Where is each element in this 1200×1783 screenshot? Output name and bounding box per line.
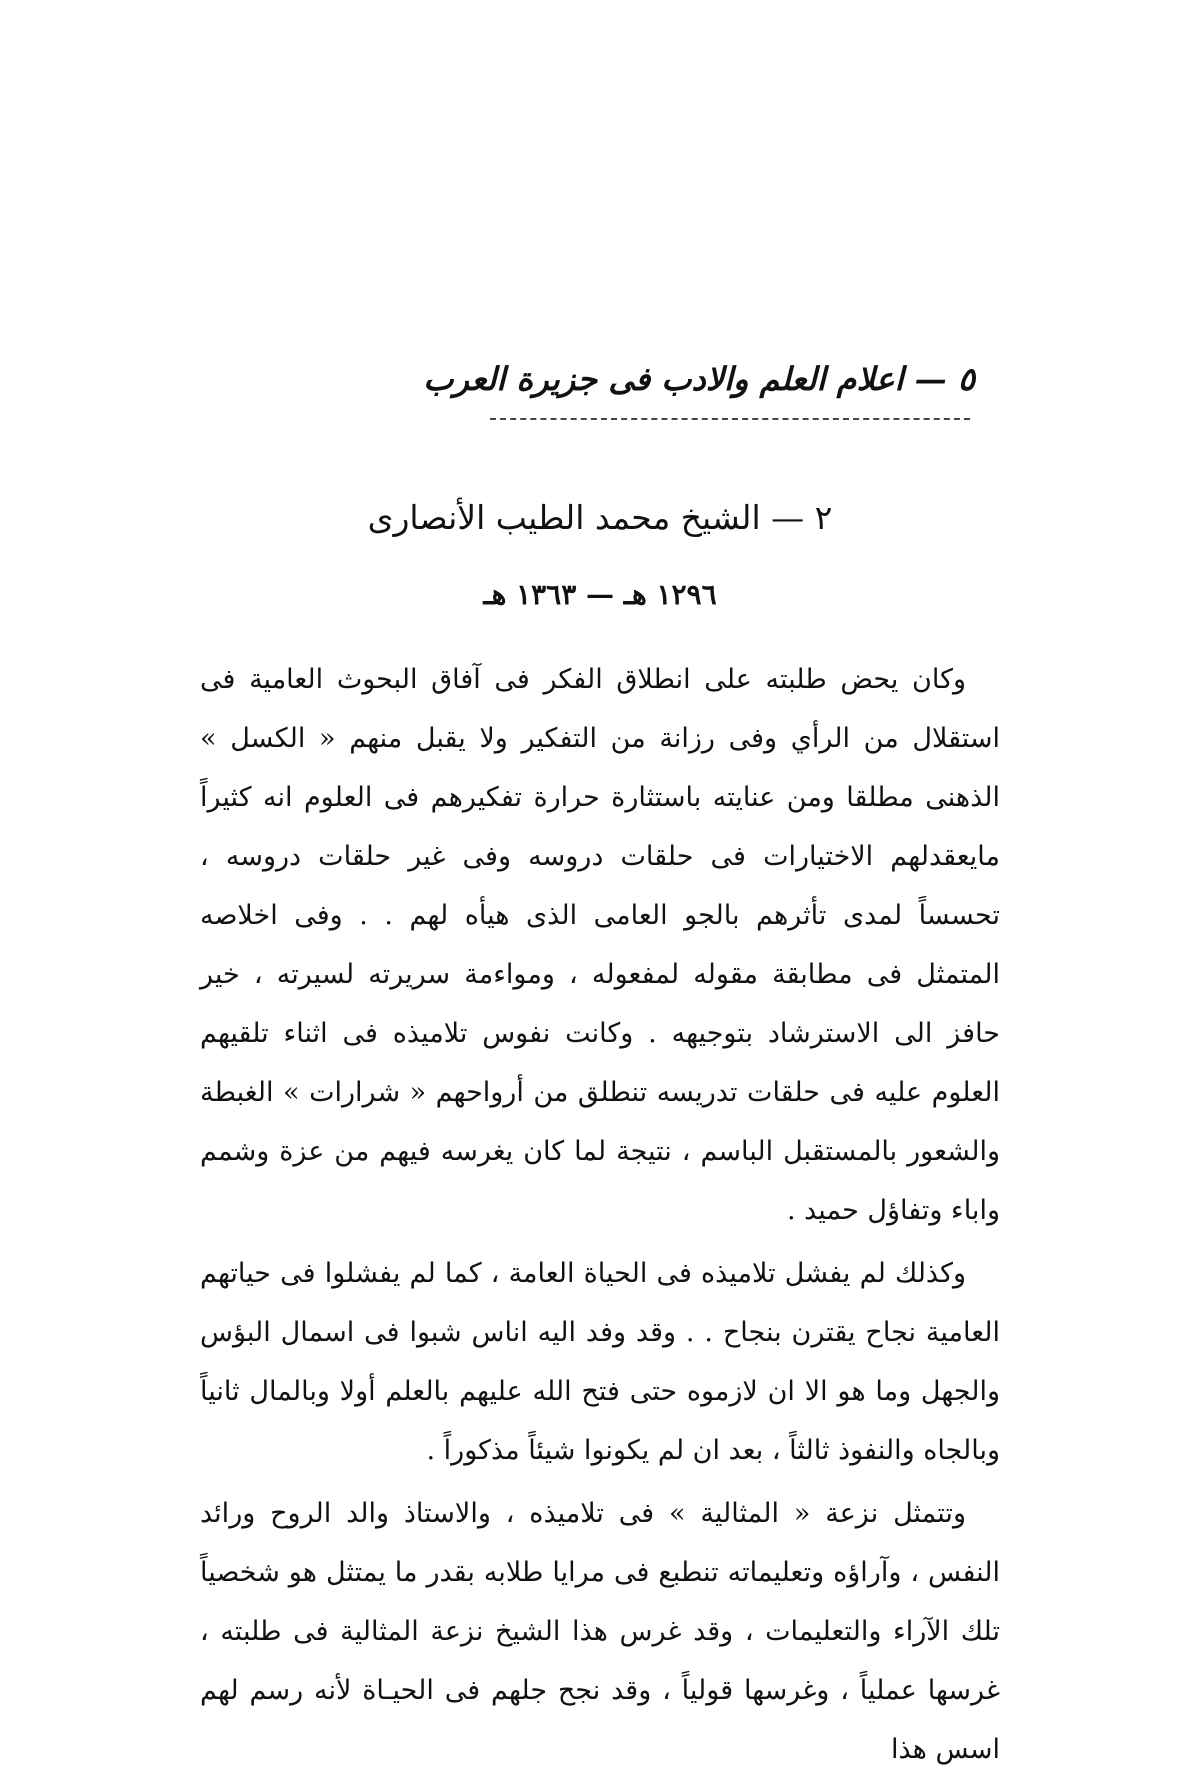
paragraph: وكان يحض طلبته على انطلاق الفكر فى آفاق البحوث العامية فى استقلال من الرأي وفى رزانة من التفكير ولا يقبل منهم « الكسل » الذهنى مطلقا ومن عنايته باستثارة حرارة تفكيرهم فى العلوم انه كثيراً مايعقدلهم الاختيارات فى حلقات دروسه وفى غير حلقات دروسه ، تحسساً لمدى تأثرهم بالجو العامى الذى هيأه لهم . . وفى اخلاصه المتمثل فى مطابقة مقوله لمفعوله ، ومواءمة سريرته لسيرته ، خير حافز الى الاسترشاد بتوجيهه . وكانت نفوس تلاميذه فى اثناء تلقيهم العلوم عليه فى حلقات تدريسه تنطلق من أرواحهم « شرارات » الغبطة والشعور بالمستقبل الباسم ، نتيجة لما كان يغرسه فيهم من عزة وشمم واباء وتفاؤل حميد . [200,664,1000,1226]
paragraph: وتتمثل نزعة « المثالية » فى تلاميذه ، والاستاذ والد الروح ورائد النفس ، وآراؤه وتعليماته تنطبع فى مرايا طلابه بقدر ما يمتثل هو شخصياً تلك الآراء والتعليمات ، وقد غرس هذا الشيخ نزعة المثالية فى طلبته ، غرسها عملياً ، وغرسها قولياً ، وقد نجح جلهم فى الحيـاة لأنه رسم لهم اسس هذا [200,1498,1000,1765]
paragraph: وكذلك لم يفشل تلاميذه فى الحياة العامة ، كما لم يفشلوا فى حياتهم العامية نجاح يقترن بنجاح . . وقد وفد اليه اناس شبوا فى اسمال البؤس والجهل وما هو الا ان لازموه حتى فتح الله عليهم بالعلم أولا وبالمال ثانياً وبالجاه والنفوذ ثالثاً ، بعد ان لم يكونوا شيئاً مذكوراً . [200,1258,1000,1466]
running-head: ٥ — اعلام العلم والادب فى جزيرة العرب [423,360,975,398]
body-text [200,650,1000,1783]
header-rule [490,418,970,420]
chapter-dates: ١٢٩٦ هـ — ١٣٦٣ هـ [483,578,717,611]
chapter-title: ٢ — الشيخ محمد الطيب الأنصارى [367,498,833,537]
